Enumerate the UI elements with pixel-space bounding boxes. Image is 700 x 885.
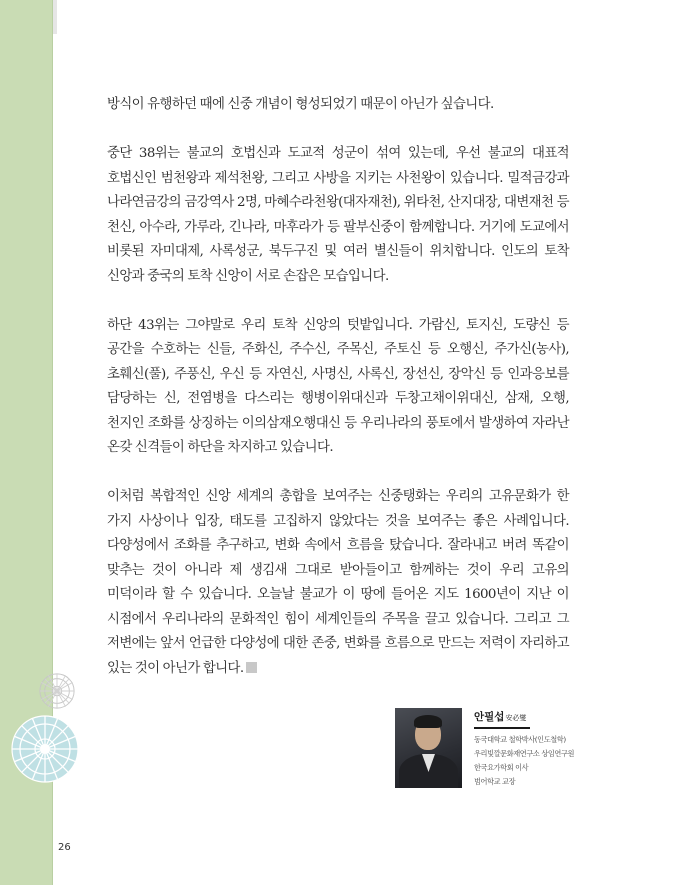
author-name-text: 안필섭 — [474, 711, 505, 723]
paragraph-4-text: 이처럼 복합적인 신앙 세계의 총합을 보여주는 신중탱화는 우리의 고유문화가 한 가지 사상이나 입장, 태도를 고집하지 않았다는 것을 보여주는 좋은 사례입니다. 다양성에서 조화를 추구하고, 변화 속에서 흐름을 탔습니다. 잘라내고 버려 똑같이 맞추는 것이 아니라 제 생김새 그대로 받아들이고 함께하는 것이 우리 고유의 미덕이라 할 수 있습니다. 오늘날 불교가 이 땅에 들어온 지도 1600년이 지난 이 시점에서 우리나라의 문화적인 힘이 세계인들의 주목을 끌고 있습니다. 그리고 그 저변에는 앞서 언급한 다양성에 대한 존중, 변화를 흐름으로 만드는 저력이 자리하고 있는 것이 아닌가 합니다. — [107, 489, 569, 676]
paragraph-3: 하단 43위는 그야말로 우리 토착 신앙의 텃밭입니다. 가람신, 토지신, 도량신 등 공간을 수호하는 신들, 주화신, 주수신, 주목신, 주토신 등 오행신, 주가신(농사), 초훼신(풀), 주풍신, 우신 등 자연신, 사명신, 사록신, 장선신, 장악신 등 인과응보를 담당하는 신, 전염병을 다스리는 행병이위대신과 두창고채이위대신, 삼재, 오행, 천지인 조화를 상징하는 이의삼재오행대신 등 우리나라의 풍토에서 발생하여 자라난 온갖 신격들이 하단을 차지하고 있습니다. — [107, 317, 569, 455]
end-mark-icon — [246, 662, 257, 673]
author-info — [474, 708, 604, 789]
author-name-hanja: 安必燮 — [505, 714, 527, 722]
paragraph-2: 중단 38위는 불교의 호법신과 도교적 성군이 섞여 있는데, 우선 불교의 대표적 호법신인 범천왕과 제석천왕, 그리고 사방을 지키는 사천왕이 있습니다. 밀적금강과 나라연금강의 금강역사 2명, 마혜수라천왕(대자재천), 위타천, 산지대장, 대변재천 등 천신, 아수라, 가루라, 긴나라, 마후라가 등 팔부신중이 함께합니다. 거기에 도교에서 비롯된 자미대제, 사록성군, 북두구진 및 여러 별신들이 위치합니다. 인도의 토착 신앙과 중국의 토착 신앙이 서로 손잡은 모습입니다. — [107, 146, 569, 284]
author-bio-line: 동국대학교 철학박사(인도철학) — [474, 735, 566, 744]
lotus-ornament-large-icon — [10, 714, 80, 784]
page-number: 26 — [58, 842, 71, 853]
author-bio-line: 범어학교 교장 — [474, 777, 516, 786]
article-body — [107, 93, 569, 706]
author-name — [474, 708, 604, 727]
author-bio-line: 한국요가학회 이사 — [474, 763, 529, 772]
author-name-underline — [474, 727, 530, 729]
lotus-ornament-icon — [38, 672, 76, 710]
paragraph-4 — [107, 485, 569, 681]
author-bio-line: 우리빛깔문화재연구소 상임연구원 — [474, 749, 575, 758]
author-box — [395, 708, 605, 793]
author-photo — [395, 708, 462, 788]
top-divider — [53, 0, 57, 34]
paragraph-1: 방식이 유행하던 때에 신중 개념이 형성되었기 때문이 아닌가 싶습니다. — [107, 97, 494, 112]
